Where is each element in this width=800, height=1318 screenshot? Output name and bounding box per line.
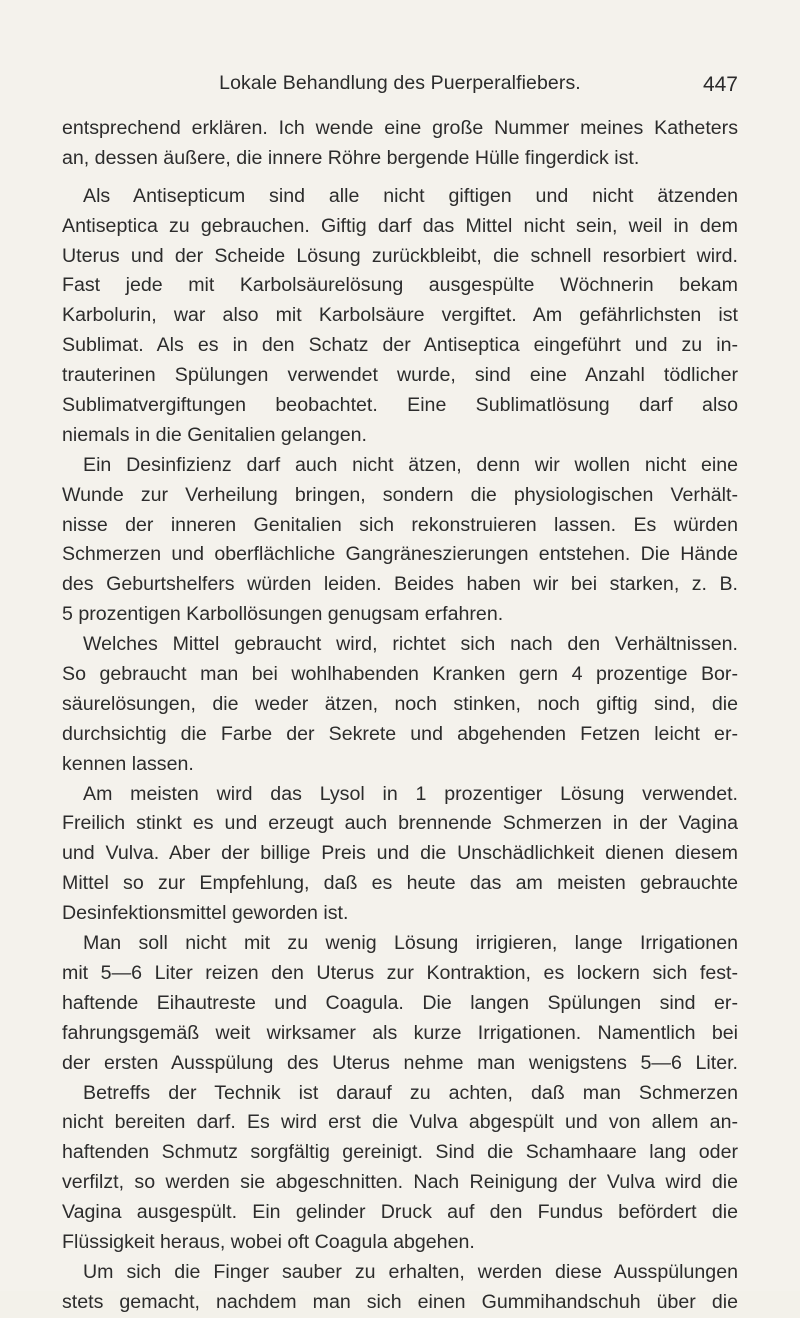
text-line: Uterus und der Scheide Lösung zurückbleibt, die schnell resorbiert wird. — [62, 244, 738, 267]
text-line: an, dessen äußere, die innere Röhre bergende Hülle fingerdick ist. — [62, 146, 640, 169]
text-line: 5 prozentigen Karbollösungen genugsam erfahren. — [62, 603, 504, 626]
text-line: Desinfektionsmittel geworden ist. — [62, 902, 349, 925]
text-line: Am meisten wird das Lysol in 1 prozentiger Lösung verwendet. — [83, 782, 738, 805]
text-line: Wunde zur Verheilung bringen, sondern die physiologischen Verhält- — [62, 483, 738, 506]
text-line: Sublimatvergiftungen beobachtet. Eine Sublimatlösung darf also — [62, 394, 738, 417]
text-line: haftenden Schmutz sorgfältig gereinigt. Sind die Schamhaare lang oder — [62, 1141, 738, 1164]
text-line: stets gemacht, nachdem man sich einen Gummihandschuh über die — [62, 1290, 738, 1313]
text-line: durchsichtig die Farbe der Sekrete und abgehenden Fetzen leicht er- — [62, 722, 738, 745]
text-line: niemals in die Genitalien gelangen. — [62, 423, 367, 446]
text-line: Sublimat. Als es in den Schatz der Antiseptica eingeführt und zu in- — [62, 334, 738, 357]
text-line: Betreffs der Technik ist darauf zu achten, daß man Schmerzen — [83, 1081, 738, 1104]
text-line: nisse der inneren Genitalien sich rekonstruieren lassen. Es würden — [62, 513, 738, 536]
text-line: Antiseptica zu gebrauchen. Giftig darf das Mittel nicht sein, weil in dem — [62, 214, 738, 237]
body-text — [62, 114, 738, 1318]
text-line: Karbolurin, war also mit Karbolsäure vergiftet. Am gefährlichsten ist — [62, 304, 738, 327]
text-line: Schmerzen und oberflächliche Gangräneszierungen entstehen. Die Hände — [62, 543, 738, 566]
text-line: Vagina ausgespült. Ein gelinder Druck auf den Fundus befördert die — [62, 1201, 738, 1224]
text-line: Welches Mittel gebraucht wird, richtet sich nach den Verhältnissen. — [83, 633, 738, 656]
text-line: Mittel so zur Empfehlung, daß es heute das am meisten gebrauchte — [62, 872, 738, 895]
text-line: Um sich die Finger sauber zu erhalten, werden diese Ausspülungen — [83, 1260, 738, 1283]
text-line: Man soll nicht mit zu wenig Lösung irrigieren, lange Irrigationen — [83, 932, 738, 955]
text-line: Flüssigkeit heraus, wobei oft Coagula abgehen. — [62, 1230, 475, 1253]
text-line: und Vulva. Aber der billige Preis und die Unschädlichkeit dienen diesem — [62, 842, 738, 865]
page-header — [62, 72, 738, 102]
text-line: Als Antisepticum sind alle nicht giftigen und nicht ätzenden — [83, 184, 738, 207]
paragraph-gap — [62, 174, 738, 182]
text-line: kennen lassen. — [62, 752, 194, 775]
text-line: mit 5—6 Liter reizen den Uterus zur Kontraktion, es lockern sich fest- — [62, 961, 738, 984]
text-line: trauterinen Spülungen verwendet wurde, sind eine Anzahl tödlicher — [62, 364, 738, 387]
text-line: haftende Eihautreste und Coagula. Die langen Spülungen sind er- — [62, 991, 738, 1014]
text-line: fahrungsgemäß weit wirksamer als kurze Irrigationen. Namentlich bei — [62, 1021, 738, 1044]
text-line: Fast jede mit Karbolsäurelösung ausgespülte Wöchnerin bekam — [62, 274, 738, 297]
text-line: Freilich stinkt es und erzeugt auch brennende Schmerzen in der Vagina — [62, 812, 738, 835]
text-line: nicht bereiten darf. Es wird erst die Vulva abgespült und von allem an- — [62, 1111, 738, 1134]
page-number: 447 — [702, 73, 738, 96]
text-line: säurelösungen, die weder ätzen, noch stinken, noch giftig sind, die — [62, 692, 738, 715]
text-line: entsprechend erklären. Ich wende eine große Nummer meines Katheters — [62, 117, 738, 139]
text-line: Ein Desinfizienz darf auch nicht ätzen, denn wir wollen nicht eine — [83, 453, 738, 476]
text-line: verfilzt, so werden sie abgeschnitten. Nach Reinigung der Vulva wird die — [62, 1171, 738, 1194]
text-line: des Geburtshelfers würden leiden. Beides haben wir bei starken, z. B. — [62, 573, 738, 596]
running-title: Lokale Behandlung des Puerperalfiebers. — [219, 72, 581, 94]
text-line: So gebraucht man bei wohlhabenden Kranken gern 4 prozentige Bor- — [62, 663, 738, 686]
text-line: der ersten Ausspülung des Uterus nehme man wenigstens 5—6 Liter. — [62, 1051, 738, 1074]
